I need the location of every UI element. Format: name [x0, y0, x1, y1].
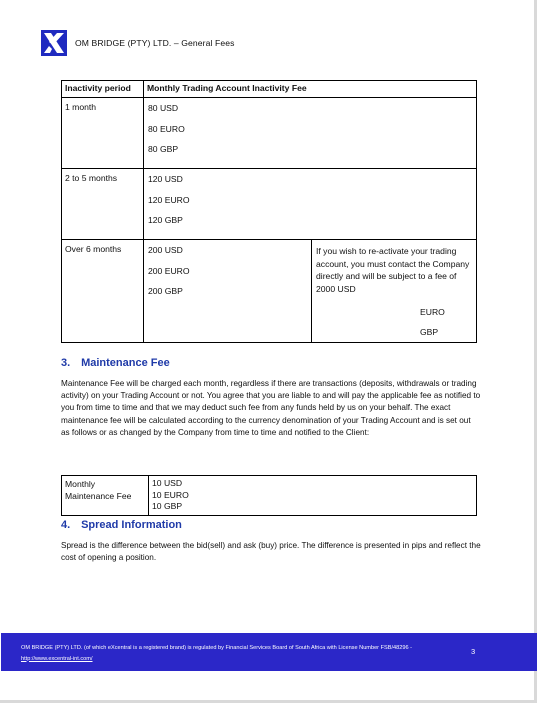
section-heading-maintenance: [61, 357, 170, 369]
footer-text-block: [21, 643, 471, 664]
section-heading-spread: [61, 519, 182, 531]
note-currency: GBP: [420, 327, 439, 338]
amount-value: 80 USD: [148, 103, 179, 113]
amount-cell: [144, 169, 477, 240]
section-number: 4.: [61, 519, 71, 531]
table-header-row: [62, 81, 477, 98]
period-cell: 1 month: [62, 98, 144, 169]
amount-cell: [144, 240, 312, 343]
amount-cell: [144, 98, 477, 169]
reactivation-note-cell: [312, 240, 477, 343]
spread-paragraph: Spread is the difference between the bid(sell) and ask (buy) price. The difference is presented in pips and reflect the cost of opening a position.: [61, 541, 481, 563]
footer-website-link[interactable]: http://www.excentral-int.com/: [21, 655, 93, 662]
amount-value: 10 USD: [152, 478, 183, 488]
inactivity-fee-table: [61, 80, 477, 343]
note-currency: EURO: [420, 307, 445, 318]
reactivation-note-currencies: [316, 302, 471, 342]
column-header: Monthly Trading Account Inactivity Fee: [144, 81, 477, 98]
amount-value: 120 USD: [148, 174, 183, 184]
amount-value: 120 GBP: [148, 215, 183, 225]
amount-value: 200 EURO: [148, 265, 190, 276]
amount-value: 80 EURO: [148, 123, 185, 134]
document-title: OM BRIDGE (PTY) LTD. – General Fees: [75, 38, 235, 48]
maintenance-fee-values: [149, 476, 477, 516]
company-logo-icon: [41, 30, 67, 56]
page-header: [41, 30, 235, 56]
page-footer: [1, 633, 537, 671]
amount-value: 120 EURO: [148, 194, 190, 205]
period-cell: 2 to 5 months: [62, 169, 144, 240]
footer-regulation-text: OM BRIDGE (PTY) LTD. (of which eXcentral is a registered brand) is regulated by Financial Services Board of South Africa with License Number FSB/48296 -: [21, 645, 413, 651]
table-row: [62, 98, 477, 169]
maintenance-fee-label: Monthly Maintenance Fee: [62, 476, 149, 516]
section-title: Spread Information: [81, 519, 182, 531]
amount-value: 10 GBP: [152, 501, 183, 512]
amount-value: 200 USD: [148, 245, 183, 255]
table-row: [62, 240, 477, 343]
amount-value: 10 EURO: [152, 489, 189, 500]
table-row: [62, 169, 477, 240]
maintenance-paragraph: Maintenance Fee will be charged each month, regardless if there are transactions (deposits, withdrawals or trading activity) on your Trading Account or not. You agree that you are liable to and will pay the applicable fee as notified to you from time to time and that we may deduct such fee from any funds held by us on your behalf. The exact maintenance fee will be calculated according to the currency denomination of your Trading Account and is set out as follows or as changed by the Company from time to time and notified to the Client:: [61, 379, 481, 437]
table-row: [62, 476, 477, 516]
column-header: Inactivity period: [62, 81, 144, 98]
amount-value: 80 GBP: [148, 144, 179, 154]
page-number: 3: [471, 647, 476, 656]
section-title: Maintenance Fee: [81, 357, 170, 369]
reactivation-note: If you wish to re-activate your trading account, you must contact the Company directly and will be subject to a fee of 2000 USD: [316, 246, 470, 294]
amount-value: 200 GBP: [148, 286, 183, 296]
period-cell: Over 6 months: [62, 240, 144, 343]
maintenance-fee-table: [61, 475, 477, 516]
section-number: 3.: [61, 357, 71, 369]
